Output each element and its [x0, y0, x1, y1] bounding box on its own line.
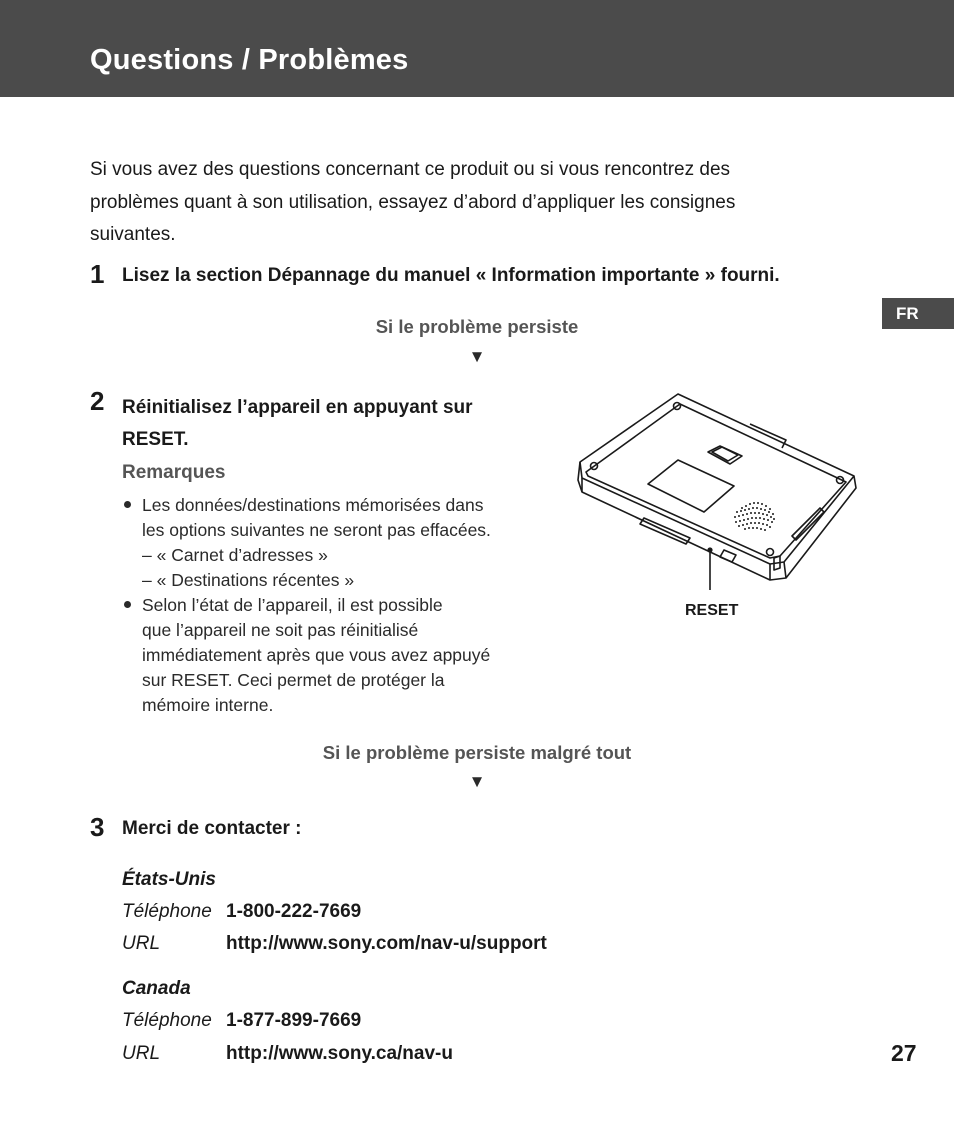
contact-country-us: États-Unis — [122, 869, 216, 890]
bullet-icon — [124, 601, 131, 608]
down-arrow-icon: ▼ — [468, 347, 486, 366]
step-1-text: Lisez la section Dépannage du manuel « Information importante » fourni. — [122, 265, 780, 286]
phone-label: Téléphone — [122, 1010, 212, 1031]
step-3-number: 3 — [90, 812, 105, 842]
remark-line: les options suivantes ne seront pas effacées. — [142, 520, 491, 540]
remark-1 — [142, 493, 491, 593]
persist-heading-2: Si le problème persiste malgré tout — [322, 742, 632, 763]
page-title: Questions / Problèmes — [90, 44, 409, 76]
intro-paragraph — [90, 154, 850, 252]
contact-country-canada: Canada — [122, 978, 191, 999]
phone-number-canada: 1-877-899-7669 — [226, 1010, 362, 1031]
down-arrow-icon: ▼ — [468, 772, 486, 791]
step-2-text — [122, 392, 473, 456]
remark-line: sur RESET. Ceci permet de protéger la — [142, 670, 445, 690]
url-link-canada[interactable]: http://www.sony.ca/nav-u — [226, 1043, 453, 1064]
step-2-line: Réinitialisez l’appareil en appuyant sur — [122, 397, 473, 418]
step-2-line: RESET. — [122, 429, 189, 450]
phone-number-us: 1-800-222-7669 — [226, 901, 362, 922]
page-header — [0, 0, 954, 97]
url-link-us[interactable]: http://www.sony.com/nav-u/support — [226, 933, 547, 954]
page-number: 27 — [891, 1040, 917, 1066]
remark-line: mémoire interne. — [142, 695, 274, 715]
remark-line: que l’appareil ne soit pas réinitialisé — [142, 620, 419, 640]
remark-line: Les données/destinations mémorisées dans — [142, 495, 484, 515]
device-illustration — [574, 390, 864, 590]
language-tab: FR — [882, 298, 954, 329]
phone-label: Téléphone — [122, 901, 212, 922]
bullet-icon — [124, 501, 131, 508]
remark-line: immédiatement après que vous avez appuyé — [142, 645, 491, 665]
remark-sub-item: – « Destinations récentes » — [142, 570, 355, 590]
step-3-text: Merci de contacter : — [122, 818, 302, 839]
persist-heading-1: Si le problème persiste — [375, 316, 579, 337]
url-label: URL — [122, 1043, 161, 1064]
remark-line: Selon l’état de l’appareil, il est possible — [142, 595, 443, 615]
step-1-number: 1 — [90, 259, 105, 289]
remark-2 — [142, 593, 490, 718]
step-2-number: 2 — [90, 386, 105, 416]
remark-sub-item: – « Carnet d’adresses » — [142, 545, 328, 565]
intro-line: suivantes. — [90, 224, 176, 245]
url-label: URL — [122, 933, 161, 954]
reset-label: RESET — [685, 602, 739, 619]
intro-line: problèmes quant à son utilisation, essayez d’abord d’appliquer les consignes — [90, 191, 736, 213]
intro-line: Si vous avez des questions concernant ce produit ou si vous rencontrez des — [90, 159, 731, 180]
remarks-title: Remarques — [122, 462, 226, 483]
